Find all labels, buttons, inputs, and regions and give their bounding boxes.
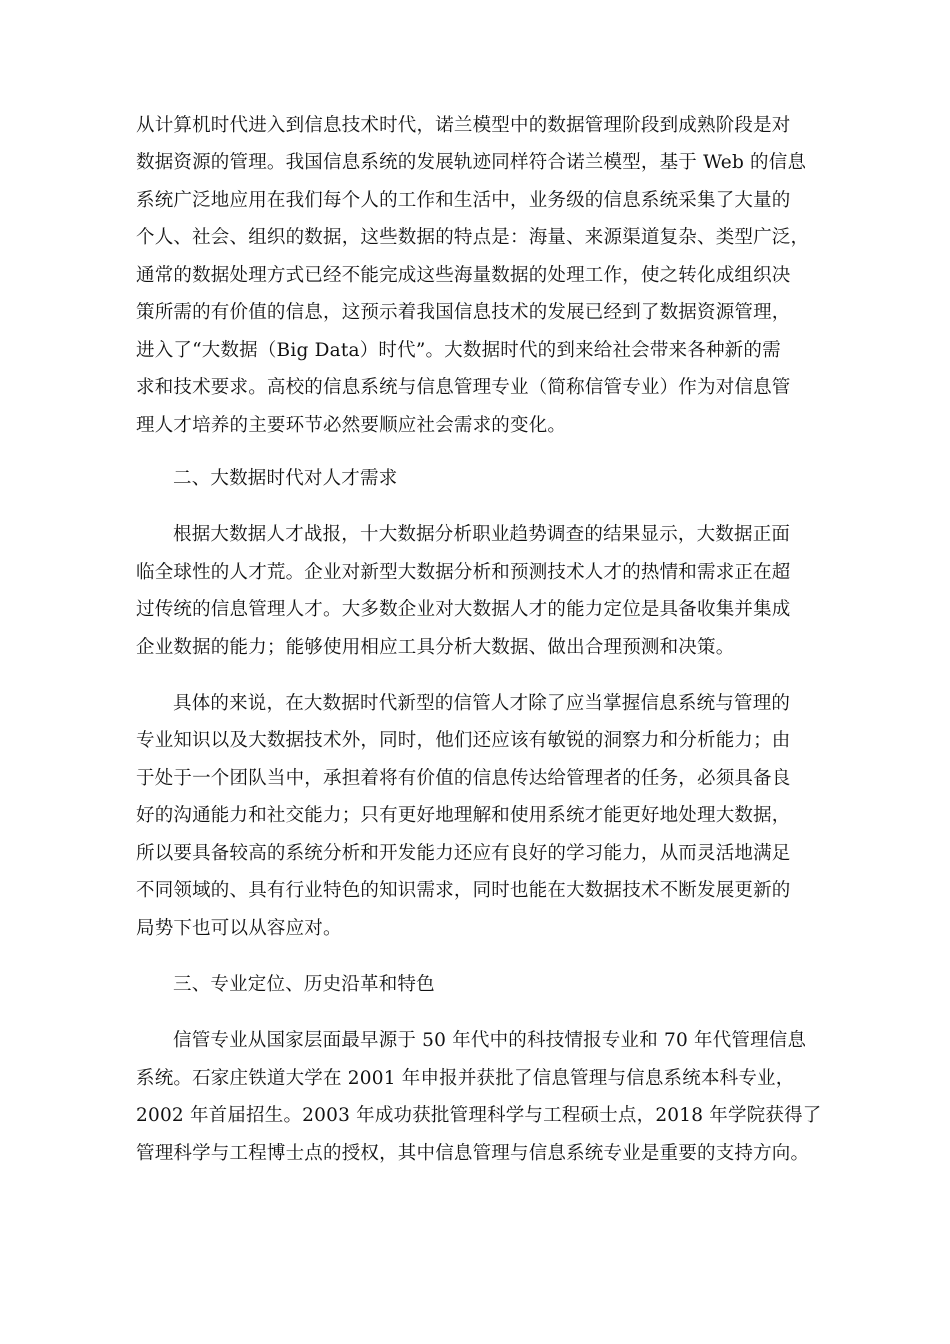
text-line: 通常的数据处理方式已经不能完成这些海量数据的处理工作，使之转化成组织决 [136, 265, 791, 286]
text-line: 所以要具备较高的系统分析和开发能力还应有良好的学习能力，从而灵活地满足 [136, 843, 791, 864]
text-line: 根据大数据人才战报，十大数据分析职业趋势调查的结果显示，大数据正面 [173, 524, 791, 545]
text-line: 理人才培养的主要环节必然要顺应社会需求的变化。 [136, 415, 567, 436]
text-line: 个人、社会、组织的数据，这些数据的特点是：海量、来源渠道复杂、类型广泛， [136, 227, 810, 248]
text-line: 从计算机时代进入到信息技术时代，诺兰模型中的数据管理阶段到成熟阶段是对 [136, 115, 791, 136]
text-line: 好的沟通能力和社交能力；只有更好地理解和使用系统才能更好地处理大数据， [136, 805, 791, 826]
text-line: 系统。石家庄铁道大学在 2001 年申报并获批了信息管理与信息系统本科专业， [136, 1068, 795, 1089]
text-line: 过传统的信息管理人才。大多数企业对大数据人才的能力定位是具备收集并集成 [136, 599, 791, 620]
text-line: 信管专业从国家层面最早源于 50 年代中的科技情报专业和 70 年代管理信息 [173, 1030, 807, 1051]
text-line: 专业知识以及大数据技术外，同时，他们还应该有敏锐的洞察力和分析能力；由 [136, 730, 791, 751]
text-line: 系统广泛地应用在我们每个人的工作和生活中，业务级的信息系统采集了大量的 [136, 190, 791, 211]
text-line: 具体的来说，在大数据时代新型的信管人才除了应当掌握信息系统与管理的 [173, 693, 791, 714]
text-line: 于处于一个团队当中，承担着将有价值的信息传达给管理者的任务，必须具备良 [136, 768, 791, 789]
section-heading: 二、大数据时代对人才需求 [173, 468, 398, 489]
text-line: 管理科学与工程博士点的授权，其中信息管理与信息系统专业是重要的支持方向。 [136, 1143, 810, 1164]
text-line: 数据资源的管理。我国信息系统的发展轨迹同样符合诺兰模型，基于 Web 的信息 [136, 152, 807, 173]
text-line: 不同领域的、具有行业特色的知识需求，同时也能在大数据技术不断发展更新的 [136, 880, 791, 901]
text-line: 策所需的有价值的信息，这预示着我国信息技术的发展已经到了数据资源管理， [136, 302, 791, 323]
text-line: 求和技术要求。高校的信息系统与信息管理专业（简称信管专业）作为对信息管 [136, 377, 791, 398]
text-line: 临全球性的人才荒。企业对新型大数据分析和预测技术人才的热情和需求正在超 [136, 562, 791, 583]
text-line: 企业数据的能力；能够使用相应工具分析大数据、做出合理预测和决策。 [136, 637, 735, 658]
text-line: 2002 年首届招生。2003 年成功获批管理科学与工程硕士点，2018 年学院获得了 [136, 1105, 822, 1126]
section-heading: 三、专业定位、历史沿革和特色 [173, 974, 435, 995]
text-line: 进入了“大数据（Big Data）时代”。大数据时代的到来给社会带来各种新的需 [136, 340, 781, 361]
text-line: 局势下也可以从容应对。 [136, 918, 342, 939]
